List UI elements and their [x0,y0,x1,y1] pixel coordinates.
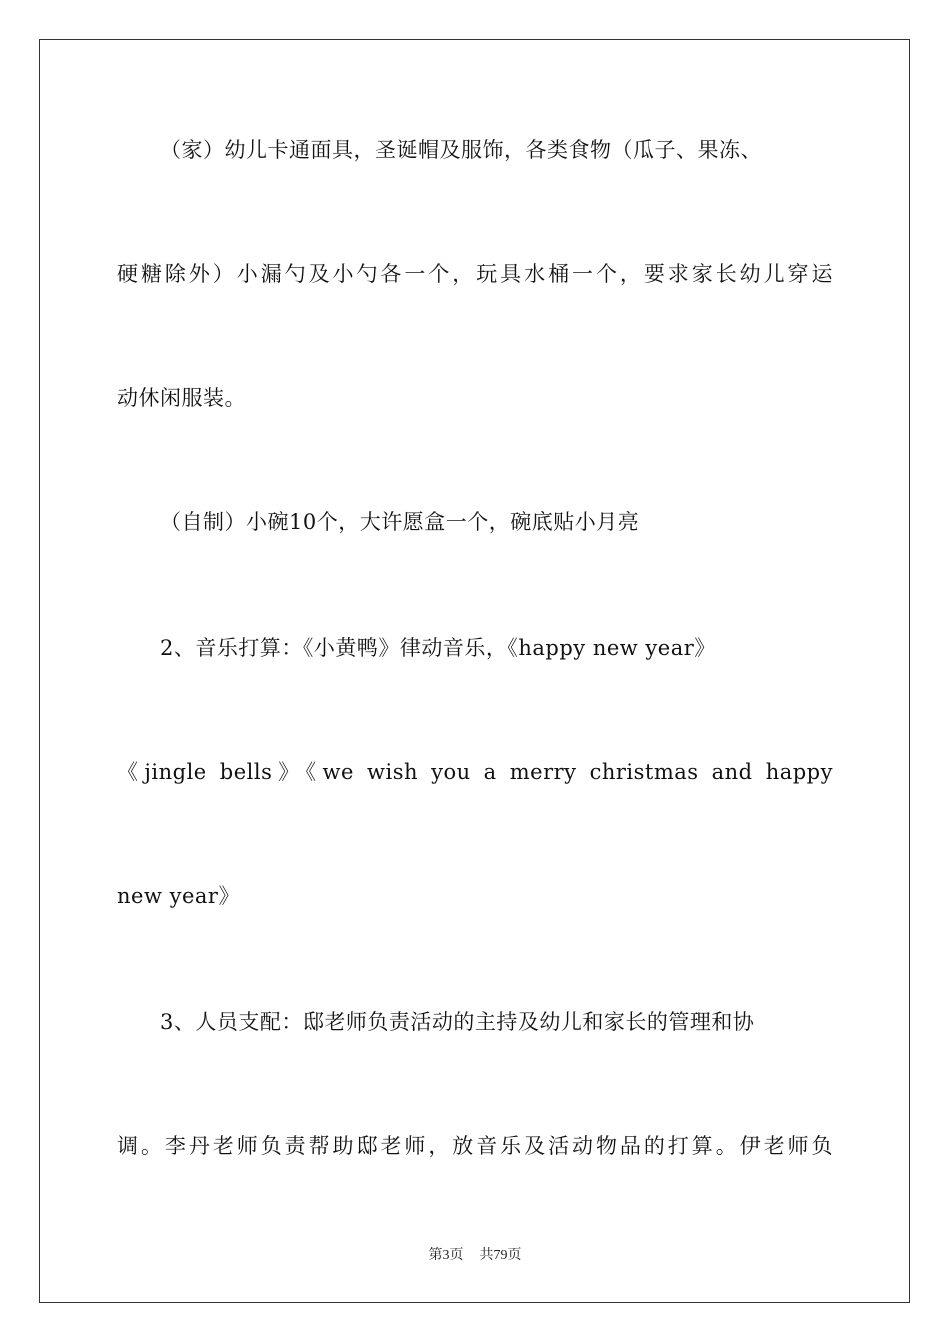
page-footer [0,1246,950,1266]
paragraph-line-music-continued: 《jingle bells》《we wish you a merry christmas and happy [117,760,833,784]
page-border [39,39,910,1303]
paragraph-line-materials-family: （家）幼儿卡通面具，圣诞帽及服饰，各类食物（瓜子、果冻、 [160,138,762,162]
paragraph-line-staff: 3、人员支配：邸老师负责活动的主持及幼儿和家长的管理和协 [160,1010,755,1034]
paragraph-line-materials-selfmade: （自制）小碗10个，大许愿盒一个，碗底贴小月亮 [160,510,640,534]
paragraph-line-staff-continued: 调。李丹老师负责帮助邸老师，放音乐及活动物品的打算。伊老师负 [117,1134,833,1158]
page-total: 共79页 [479,1248,522,1263]
page-number: 第3页 [428,1248,464,1263]
paragraph-line-music-end: new year》 [117,884,240,908]
paragraph-line-materials-continued: 硬糖除外）小漏勺及小勺各一个，玩具水桶一个，要求家长幼儿穿运 [117,262,833,286]
paragraph-line-materials-end: 动休闲服装。 [117,386,246,410]
paragraph-line-music: 2、音乐打算：《小黄鸭》律动音乐，《happy new year》 [160,636,716,660]
